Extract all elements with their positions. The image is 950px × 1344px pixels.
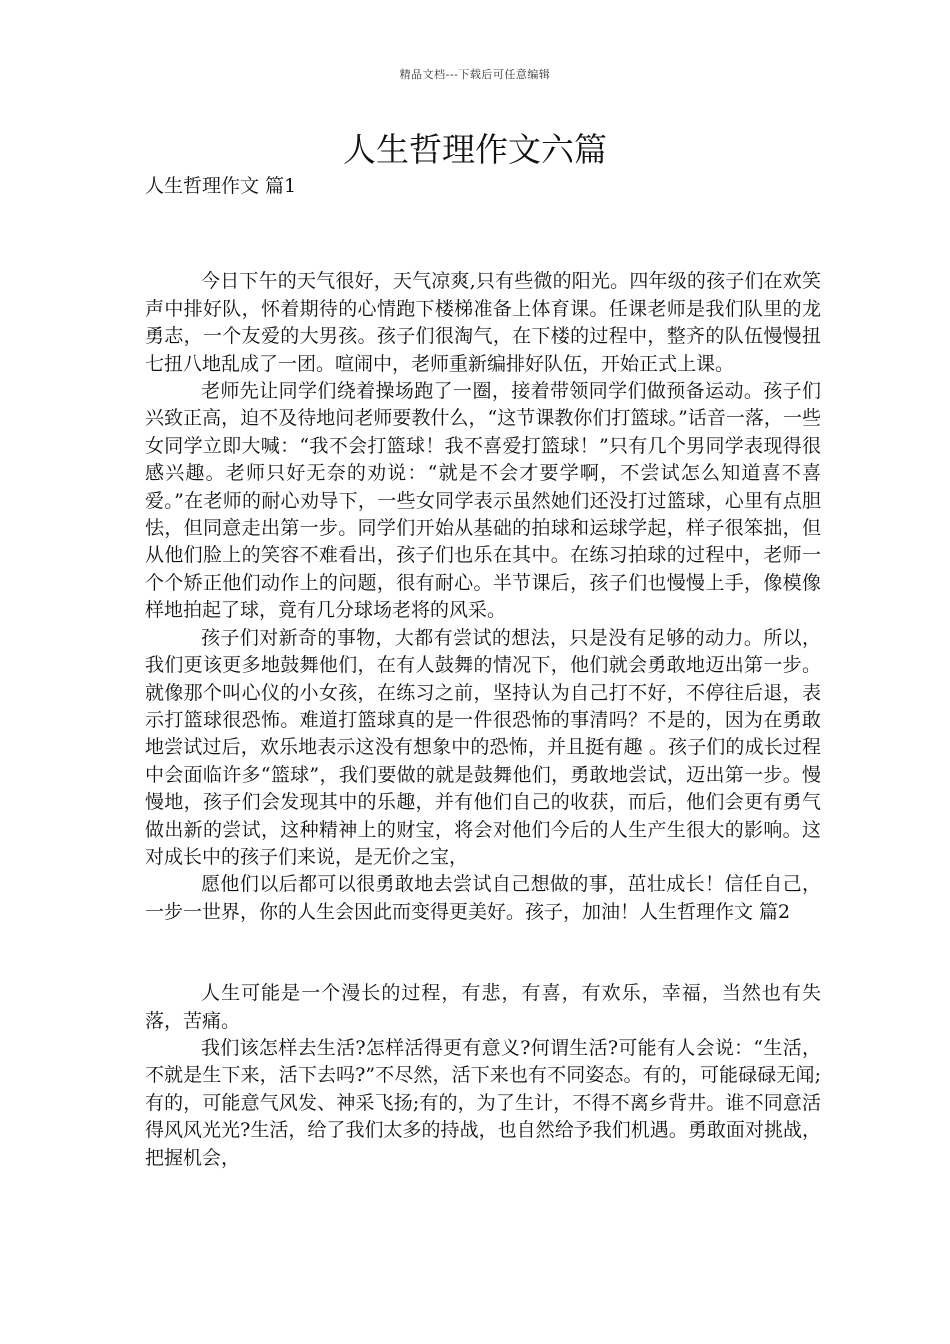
paragraph: 愿他们以后都可以很勇敢地去尝试自己想做的事，茁壮成长！信任自己，一步一世界，你的人生会因此而变得更美好。孩子，加油！人生哲理作文 篇2: [145, 873, 821, 923]
blank-space: [145, 200, 821, 268]
paragraph: 今日下午的天气很好，天气凉爽,只有些微的阳光。四年级的孩子们在欢笑声中排好队，怀着期待的心情跑下楼梯准备上体育课。任课老师是我们队里的龙勇志，一个友爱的大男孩。孩子们很淘气，在下楼的过程中，整齐的队伍慢慢扭七扭八地乱成了一团。喧闹中，老师重新编排好队伍，开始正式上课。: [145, 270, 821, 375]
section-heading-1: 人生哲理作文 篇1: [145, 175, 297, 197]
paragraph: 我们该怎样去生活?怎样活得更有意义?何谓生活?可能有人会说：“生活，不就是生下来，活下去吗?”不尽然，活下来也有不同姿态。有的，可能碌碌无闻;有的，可能意气风发、神采飞扬;有的，为了生计，不得不离乡背井。谁不同意活得风风光光?生活，给了我们太多的持战，也自然给予我们机遇。勇敢面对挑战，把握机会，: [145, 1036, 821, 1169]
header-note: 精品文档---下载后可任意编辑: [399, 68, 551, 81]
paragraph: 孩子们对新奇的事物，大都有尝试的想法，只是没有足够的动力。所以，我们更该更多地鼓舞他们，在有人鼓舞的情况下，他们就会勇敢地迈出第一步。就像那个叫心仪的小女孩，在练习之前，坚持认为自己打不好，不停往后退，表示打篮球很恐怖。难道打篮球真的是一件很恐怖的事清吗？不是的，因为在勇敢地尝试过后，欢乐地表示这没有想象中的恐怖，并且挺有趣 。孩子们的成长过程中会面临许多“篮球”，我们要做的就是鼓舞他们，勇敢地尝试，迈出第一步。慢慢地，孩子们会发现其中的乐趣，并有他们自己的收获，而后，他们会更有勇气做出新的尝试，这种精神上的财宝，将会对他们今后的人生产生很大的影响。这对成长中的孩子们来说，是无价之宝，: [145, 626, 821, 868]
blank-space: [145, 926, 821, 980]
document-body: [145, 173, 821, 1172]
document-title: 人生哲理作文六篇: [343, 130, 607, 169]
paragraph: 人生可能是一个漫长的过程，有悲，有喜，有欢乐，幸福，当然也有失落，苦痛。: [145, 982, 821, 1032]
paragraph: 老师先让同学们绕着操场跑了一圈，接着带领同学们做预备运动。孩子们兴致正高，迫不及待地问老师要教什么，“这节课教你们打篮球。”话音一落，一些女同学立即大喊：“我不会打篮球！我不喜爱打篮球！”只有几个男同学表现得很感兴趣。老师只好无奈的劝说：“就是不会才要学啊，不尝试怎么知道喜不喜爱。”在老师的耐心劝导下，一些女同学表示虽然她们还没打过篮球，心里有点胆怯，但同意走出第一步。同学们开始从基础的拍球和运球学起，样子很笨拙，但从他们脸上的笑容不难看出，孩子们也乐在其中。在练习拍球的过程中，老师一个个矫正他们动作上的问题，很有耐心。半节课后，孩子们也慢慢上手，像模像样地拍起了球，竟有几分球场老将的风采。: [145, 380, 821, 622]
